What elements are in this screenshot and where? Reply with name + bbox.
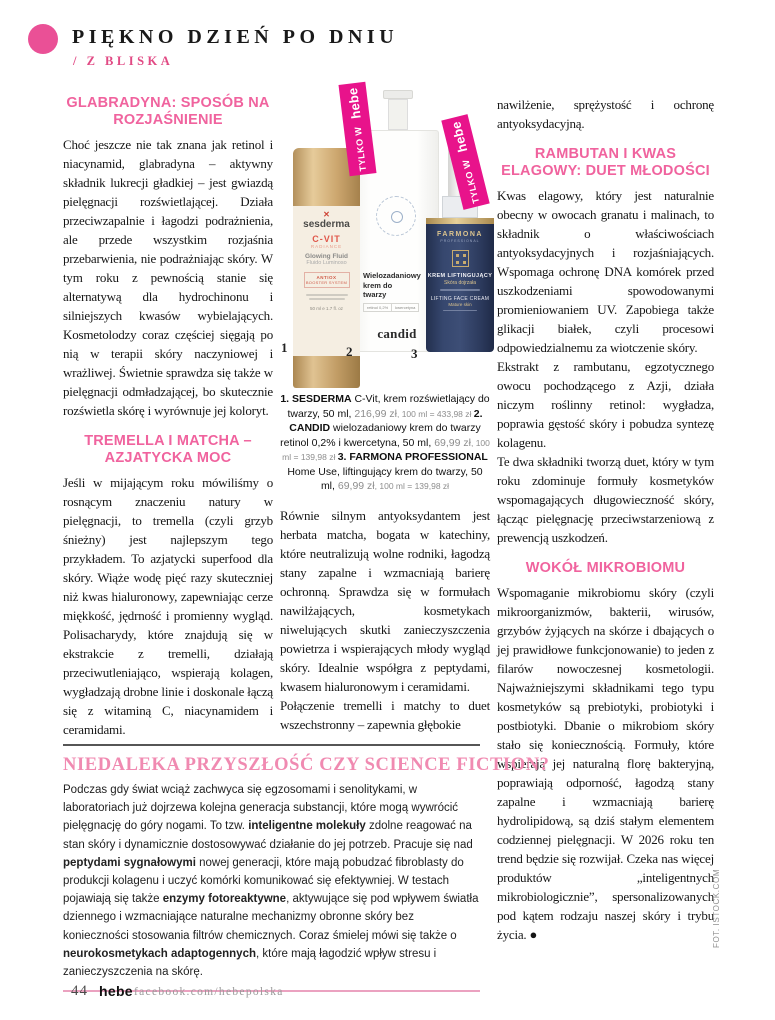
label-line: Mature skin xyxy=(448,301,472,307)
brand-subline: PROFESSIONAL xyxy=(440,239,480,243)
heading-rambutan: RAMBUTAN I KWAS ELAGOWY: DUET MŁODOŚCI xyxy=(501,146,710,179)
dashed-circle-graphic xyxy=(376,196,416,236)
product-number-1: 1 xyxy=(281,340,288,355)
paragraph: nawilżenie, sprężystość i ochronę antyoksydacyjną. xyxy=(497,97,714,131)
product-number-2: 2 xyxy=(346,344,353,359)
section-subkicker: / Z BLISKA xyxy=(73,54,174,68)
paragraph: Równie silnym antyoksydantem jest herbata matcha, bogata w katechiny, które neutralizują wolne rodniki, łagodzą stany zapalne i wzmacniają barierę ochronną. Sprawdza się w formułach nawilżających, kosmetykach niwelujących skutki zanieczyszczenia powietrza i wspierających młody wygląd skóry. Idealnie współgra z peptydami, kwasem hialuronowym i ceramidami. xyxy=(280,507,490,694)
brand-sesderma: sesderma xyxy=(303,219,350,230)
label-line: Skóra dojrzała xyxy=(444,280,476,286)
facebook-url: facebook.com/hebepolska xyxy=(134,986,284,998)
gold-emblem-icon xyxy=(452,250,469,267)
photo-credit: FOT. ISTOCK.COM xyxy=(712,868,721,948)
paragraph: Ekstrakt z rambutanu, egzotycznego owocu pochodzącego z Azji, działa niczym roślinny retinol: wygładza, poprawia gęstość skóry i pobudza syntezę kolagenu. xyxy=(497,359,714,450)
pump-neck xyxy=(388,99,408,130)
ingredient-box: retinol 0,2% kwercetyna xyxy=(363,303,419,312)
label-fine-print xyxy=(309,298,345,300)
label-line: LIFTING FACE CREAM xyxy=(430,295,490,302)
volume-text: 50 ml e 1.7 fl. oz xyxy=(309,306,344,311)
page-number: 44 xyxy=(71,983,88,999)
future-paragraph: Podczas gdy świat wciąż zachwyca się egzosomami i senolitykami, w laboratoriach już dojrzewa kolejna generacja substancji, które mogą wywrócić pielęgnację do góry nogami. To tzw. inteligentne molekuły zdolne reagować na stan skóry i dynamicznie dostosowywać działanie do jej potrzeb. Pracuje się nad peptydami sygnałowymi nowej generacji, które mają pobudzać fibroblasty do produkcji kolagenu i uczyć komórki komunikować się efektywniej. W testach pojawiają się także enzymy fotoreaktywne, aktywujące się pod wpływem światła dziennego i wzmacniające naturalne mechanizmy obronne skóry bez konieczności stosowania filtrów chemicznych. Coraz śmielej mówi się także o neurokosmetykach adaptogennych, które mają łagodzić wpływ stresu i zanieczyszczenia na skórę. xyxy=(63,784,479,979)
paragraph: Choć jeszcze nie tak znana jak retinol i niacynamid, glabradyna – aktywny składnik lukrecji gładkiej – jest gwiazdą pielęgnacji rozświetlającej. Działa przeciwzapalnie i łagodzi podrażnienia, ale przede wszystkim rozjaśnia przebarwienia, nie podrażniając skóry. W tym roku z pewnością stanie się alternatywą dla hydrochinonu i silniejszych kwasów wybielających. Kosmetolodzy coraz częściej sięgają po nią w terapii skóry naczyniowej i wrażliwej. Świetnie sprawdza się także w pielęgnacji odmładzającej, bo skutecznie rozświetla skórę i wyrównuje jej koloryt. xyxy=(63,137,273,418)
gold-base xyxy=(293,356,360,388)
label-fine-print xyxy=(443,310,477,312)
heading-tremella-matcha: TREMELLA I MATCHA – AZJATYCKA MOC xyxy=(84,433,252,466)
hebe-logo: hebe xyxy=(99,983,133,999)
section-dot-icon xyxy=(28,24,58,54)
product-photo-area xyxy=(280,86,493,384)
pump-nozzle xyxy=(383,90,413,99)
heading-science-fiction: NIEDALEKA PRZYSZŁOŚĆ CZY SCIENCE FICTION? xyxy=(63,755,550,775)
paragraph: Te dwa składniki tworzą duet, który w tym roku zdominuje formuły kosmetyków wspomagających długowieczność skóry, łącząc pielęgnację przeciwstarzeniową z prewencją uszkodzeń. xyxy=(497,454,714,545)
future-box xyxy=(63,744,550,992)
bottle-label xyxy=(426,224,494,352)
middle-column xyxy=(280,86,493,734)
heading-glabradyna: GLABRADYNA: SPOSÓB NA ROZJAŚNIENIE xyxy=(66,95,270,128)
label-line: Fluido Luminoso xyxy=(306,260,347,266)
product-label: Wielozadaniowy krem do twarzy xyxy=(363,271,421,299)
label-fine-print xyxy=(306,294,348,296)
heading-mikrobiom: WOKÓŁ MIKROBIOMU xyxy=(525,560,686,576)
tylko-w-hebe-ribbon: TYLKO W hebe xyxy=(338,82,376,177)
product-number-3: 3 xyxy=(411,346,418,361)
paragraph: Wspomaganie mikrobiomu skóry (czyli mikroorganizmów, bakterii, wirusów, grzybów żyjących na skórze i dbających o jej prawidłowe funkcjonowanie) to jeden z filarów nowoczesnej kosmetologii. Najważniejszymi składnikami tego typu kosmetyków są prebiotyki, probiotyki i postbiotyki. Dbanie o mikrobiom skóry stało się koniecznością. Formuły, które wspierają jej naturalną florę bakteryjną, poprawiają odporność, łagodzą stany zapalne i wzmacniają barierę hydrolipidową, są dziś stałym elementem codziennej pielęgnacji. W 2026 roku ten trend będzie się rozwijał. Czeka nas więcej produktów „inteligentnych mikrobiologicznie”, spersonalizowanych pod kątem rodzaju naszej skóry i trybu życia. ● xyxy=(497,585,714,942)
tylko-w-hebe-ribbon: TYLKO W hebe xyxy=(441,114,489,210)
label-fine-print xyxy=(440,289,480,291)
label-line: Glowing Fluid xyxy=(305,253,348,260)
sesderma-x-icon: ✕ xyxy=(323,210,330,219)
paragraph: Kwas elagowy, który jest naturalnie obecny w owocach granatu i malinach, to składnik o właściwościach antyoksydacyjnych i rozjaśniających. Wspomaga ochronę DNA komórek przed uszkodzeniami spowodowanymi promieniowaniem UV. Zapobiega także glikacji białek, czyli procesowi odpowiedzialnemu za wiotczenie skóry. xyxy=(497,188,714,355)
left-column xyxy=(63,95,273,739)
product-sesderma xyxy=(293,148,360,358)
brand-farmona: FARMONA xyxy=(437,231,483,238)
section-kicker: PIĘKNO DZIEŃ PO DNIU xyxy=(72,26,399,48)
right-column xyxy=(497,95,714,944)
paragraph: Połączenie tremelli i matchy to duet wszechstronny – zapewnia głębokie xyxy=(280,697,490,732)
product-caption: 1. SESDERMA C-Vit, krem rozświetlający do twarzy, 50 ml, 216,99 zł, 100 ml = 433,98 zł 2. CANDID wielozadaniowy krem do twarzy retinol 0,2% i kwercetyna, 50 ml, 69,99 zł, 100 ml = 139,98 zł 3. FARMONA PROFESSIONAL Home Use, liftingujący krem do twarzy, 50 ml, 69,99 zł, 100 ml = 139,98 zł xyxy=(280,393,490,492)
paragraph: Jeśli w mijającym roku mówiliśmy o rosnącym znaczeniu natury w pielęgnacji, to tremella (czyli grzyb śnieżny) jest najlepszym tego przykładem. To azjatycki superfood dla skóry. Wiąże wodę pięć razy skuteczniej niż kwas hialuronowy, zapewniając cerze miękkość, jędrność i promienny wygląd. Polisacharydy, które znajdują się w ekstrakcie z tremelli, działają przeciwutleniająco, wspierają kolagen, wygładzają drobne linie i doskonale łączą się z witaminą C, niacynamidem i ceramidami. xyxy=(63,475,273,737)
hebe-logo: hebe xyxy=(447,119,470,154)
antiox-badge: ANTIOX BOOSTER SYSTEM xyxy=(304,272,350,288)
bottle-label xyxy=(293,206,360,356)
product-name: C-VIT xyxy=(312,234,341,244)
hebe-logo: hebe xyxy=(344,86,364,119)
label-line: KREM LIFTINGUJĄCY xyxy=(427,273,493,279)
product-subname: RADIANCE xyxy=(310,244,343,249)
brand-candid: candid xyxy=(377,326,417,341)
